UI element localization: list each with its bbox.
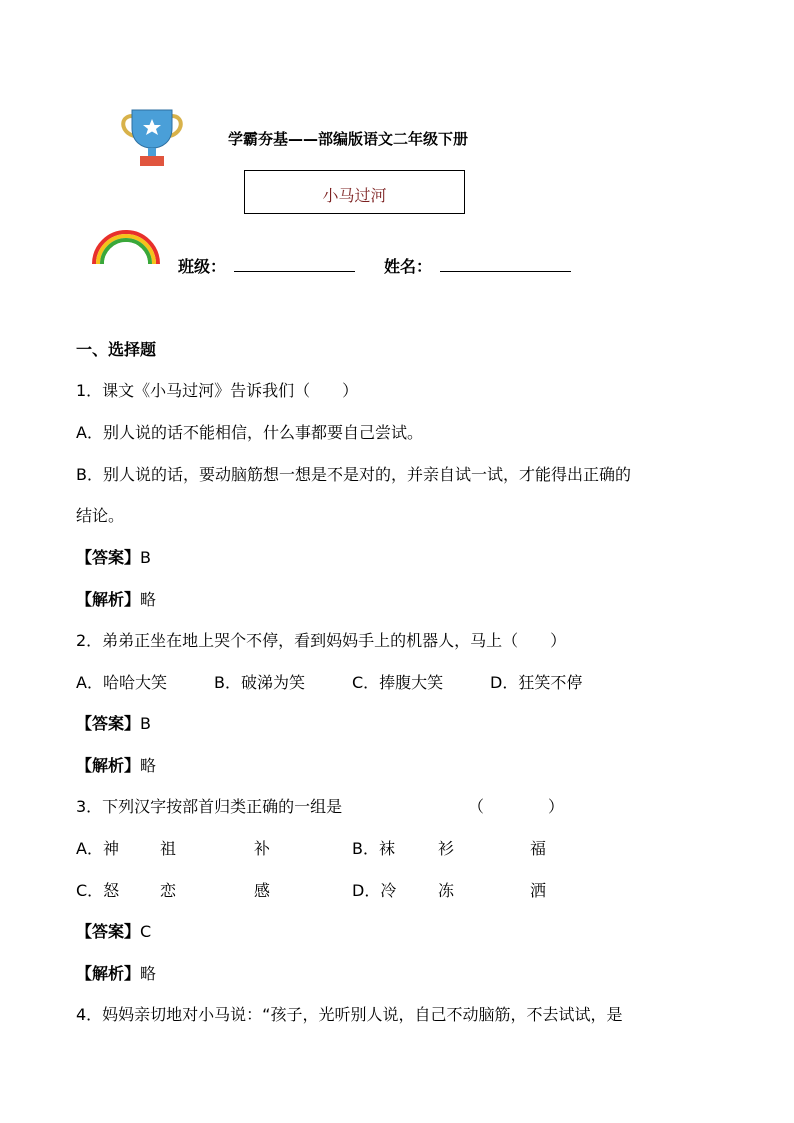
question-3-analysis [76,961,156,984]
answer-label: 【答案】 [76,714,141,733]
question-3-option-a: A．神 [76,839,119,858]
question-2-option-c: C．捧腹大笑 [352,673,444,692]
name-label: 姓名： [384,257,433,276]
question-3-option-d: D．冷 [352,881,397,900]
name-field[interactable] [440,271,571,272]
question-3-option-b-char: 衫 [438,839,455,858]
answer-label: 【答案】 [76,548,141,567]
answer-value: B [140,714,151,733]
question-2-option-a: A．哈哈大笑 [76,673,167,692]
question-1-analysis [76,587,156,610]
answer-value: B [140,548,151,567]
question-1-option-b: B．别人说的话，要动脑筋想一想是不是对的，并亲自试一试，才能得出正确的 [76,465,631,484]
question-3-stem: 3．下列汉字按部首归类正确的一组是 [76,797,343,816]
question-2-answer [76,711,151,734]
class-label: 班级： [178,257,227,276]
question-3-option-d-char: 冻 [438,881,455,900]
question-3-option-d-char: 洒 [530,881,547,900]
question-4-stem: 4．妈妈亲切地对小马说：“孩子，光听别人说，自己不动脑筋，不去试试，是 [76,1005,623,1024]
class-field[interactable] [234,271,355,272]
question-3-option-c: C．怒 [76,881,120,900]
question-2-stem: 2．弟弟正坐在地上哭个不停，看到妈妈手上的机器人，马上（ ） [76,631,567,650]
answer-value: C [140,922,152,941]
answer-label: 【答案】 [76,922,141,941]
question-3-option-c-char: 感 [254,881,271,900]
question-3-answer [76,919,151,942]
question-3-option-c-char: 恋 [160,881,177,900]
question-3-option-b-char: 福 [530,839,547,858]
lesson-title: 小马过河 [322,186,387,205]
question-2-option-d: D．狂笑不停 [490,673,583,692]
question-3-option-b: B．袜 [352,839,395,858]
question-2-option-b: B．破涕为笑 [214,673,305,692]
series-title: 学霸夯基——部编版语文二年级下册 [228,130,469,148]
question-1-option-a: A．别人说的话不能相信，什么事都要自己尝试。 [76,423,423,442]
question-3-option-a-char: 补 [254,839,271,858]
question-1-answer [76,545,151,568]
lesson-title-box [244,170,465,214]
rainbow-icon [90,228,162,266]
analysis-value: 略 [140,590,157,609]
analysis-label: 【解析】 [76,964,141,983]
analysis-value: 略 [140,964,157,983]
question-3-option-a-char: 祖 [160,839,177,858]
trophy-logo [118,106,186,170]
section-heading: 一、选择题 [76,340,157,359]
analysis-label: 【解析】 [76,756,141,775]
question-2-analysis [76,753,156,776]
question-1-stem: 1．课文《小马过河》告诉我们（ ） [76,381,359,400]
analysis-value: 略 [140,756,157,775]
question-3-paren: （ ） [468,797,565,816]
question-1-option-b-continued: 结论。 [76,506,125,525]
analysis-label: 【解析】 [76,590,141,609]
